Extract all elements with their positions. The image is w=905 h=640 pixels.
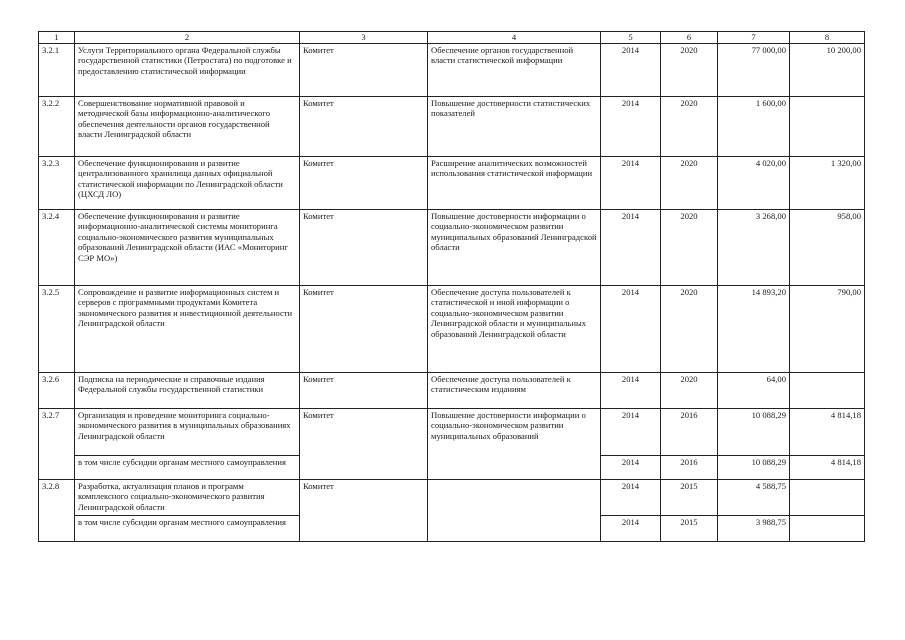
- item-number: 3.2.6: [39, 372, 75, 408]
- amount-total: 10 088,29: [718, 455, 790, 479]
- end-year: 2020: [661, 43, 718, 96]
- amount-total: 3 268,00: [718, 209, 790, 285]
- column-header: 7: [718, 32, 790, 44]
- column-header: 8: [790, 32, 865, 44]
- amount-total: 4 020,00: [718, 156, 790, 209]
- table-row: [39, 43, 865, 96]
- activity-name: Сопровождение и развитие информационных систем и серверов с программными продуктами Комитета экономического развития и инвестиционной деятельности Ленинградской области: [75, 285, 300, 372]
- executor: Комитет: [300, 209, 428, 285]
- amount-total: 1 600,00: [718, 96, 790, 156]
- activity-name: Услуги Территориального органа Федеральной службы государственной статистики (Петростата) по подготовке и предоставлению статистической информации: [75, 43, 300, 96]
- amount-col8: 790,00: [790, 285, 865, 372]
- program-activities-table: [38, 31, 865, 542]
- start-year: 2014: [601, 515, 661, 541]
- activity-name: Обеспечение функционирования и развитие информационно-аналитической системы мониторинга социально-экономического развития муниципальных образований Ленинградской области (ИАС «Мониторинг СЭР МО»): [75, 209, 300, 285]
- column-header: 1: [39, 32, 75, 44]
- activity-name: Совершенствование нормативной правовой и методической базы информационно-аналитического обеспечения деятельности органов государственной власти Ленинградской области: [75, 96, 300, 156]
- table-row: [39, 156, 865, 209]
- end-year: 2016: [661, 408, 718, 455]
- column-header: 6: [661, 32, 718, 44]
- amount-col8: 1 320,00: [790, 156, 865, 209]
- column-header: 5: [601, 32, 661, 44]
- end-year: 2015: [661, 479, 718, 515]
- end-year: 2020: [661, 372, 718, 408]
- end-year: 2020: [661, 209, 718, 285]
- amount-total: 64,00: [718, 372, 790, 408]
- table-row: [39, 96, 865, 156]
- amount-col8: [790, 372, 865, 408]
- amount-col8: [790, 479, 865, 515]
- table-row: [39, 285, 865, 372]
- amount-total: 14 893,20: [718, 285, 790, 372]
- executor: Комитет: [300, 408, 428, 479]
- executor: Комитет: [300, 43, 428, 96]
- column-header: 3: [300, 32, 428, 44]
- column-number-row: [39, 32, 865, 44]
- amount-col8: [790, 515, 865, 541]
- expected-result: Обеспечение доступа пользователей к статистическим изданиям: [428, 372, 601, 408]
- item-number: 3.2.2: [39, 96, 75, 156]
- executor: Комитет: [300, 479, 428, 541]
- table-row: [39, 209, 865, 285]
- amount-total: 77 000,00: [718, 43, 790, 96]
- amount-col8: 4 814,18: [790, 455, 865, 479]
- activity-name: Организация и проведение мониторинга социально-экономического развития в муниципальных образованиях Ленинградской области: [75, 408, 300, 455]
- start-year: 2014: [601, 43, 661, 96]
- amount-total: 3 988,75: [718, 515, 790, 541]
- item-number: 3.2.7: [39, 408, 75, 479]
- start-year: 2014: [601, 209, 661, 285]
- executor: Комитет: [300, 372, 428, 408]
- item-number: 3.2.4: [39, 209, 75, 285]
- executor: Комитет: [300, 156, 428, 209]
- item-number: 3.2.5: [39, 285, 75, 372]
- amount-col8: [790, 96, 865, 156]
- item-number: 3.2.8: [39, 479, 75, 541]
- expected-result: [428, 479, 601, 541]
- end-year: 2020: [661, 285, 718, 372]
- column-header: 2: [75, 32, 300, 44]
- expected-result: Обеспечение органов государственной власти статистической информации: [428, 43, 601, 96]
- expected-result: Расширение аналитических возможностей использования статистической информации: [428, 156, 601, 209]
- start-year: 2014: [601, 479, 661, 515]
- executor: Комитет: [300, 285, 428, 372]
- expected-result: Обеспечение доступа пользователей к статистической и иной информации о социально-экономическом развитии Ленинградской области и муниципальных образований Ленинградской области: [428, 285, 601, 372]
- expected-result: Повышение достоверности информации о социально-экономическом развитии муниципальных образований: [428, 408, 601, 479]
- subsidy-label: в том числе субсидии органам местного самоуправления: [75, 515, 300, 541]
- item-number: 3.2.1: [39, 43, 75, 96]
- amount-total: 4 588,75: [718, 479, 790, 515]
- start-year: 2014: [601, 408, 661, 455]
- start-year: 2014: [601, 96, 661, 156]
- amount-col8: 10 200,00: [790, 43, 865, 96]
- activity-name: Обеспечение функционирования и развитие централизованного хранилища данных официальной статистической информации по Ленинградской области (ЦХСД ЛО): [75, 156, 300, 209]
- subsidy-label: в том числе субсидии органам местного самоуправления: [75, 455, 300, 479]
- table-row: [39, 372, 865, 408]
- start-year: 2014: [601, 372, 661, 408]
- start-year: 2014: [601, 455, 661, 479]
- column-header: 4: [428, 32, 601, 44]
- amount-total: 10 088,29: [718, 408, 790, 455]
- table-row: [39, 479, 865, 515]
- end-year: 2020: [661, 156, 718, 209]
- activity-name: Подписка на периодические и справочные издания Федеральной службы государственной статистики: [75, 372, 300, 408]
- activity-name: Разработка, актуализация планов и программ комплексного социально-экономического развития Ленинградской области: [75, 479, 300, 515]
- expected-result: Повышение достоверности информации о социально-экономическом развитии муниципальных образований Ленинградской области: [428, 209, 601, 285]
- table-row: [39, 408, 865, 455]
- start-year: 2014: [601, 156, 661, 209]
- item-number: 3.2.3: [39, 156, 75, 209]
- amount-col8: 958,00: [790, 209, 865, 285]
- end-year: 2020: [661, 96, 718, 156]
- end-year: 2016: [661, 455, 718, 479]
- executor: Комитет: [300, 96, 428, 156]
- end-year: 2015: [661, 515, 718, 541]
- amount-col8: 4 814,18: [790, 408, 865, 455]
- expected-result: Повышение достоверности статистических показателей: [428, 96, 601, 156]
- start-year: 2014: [601, 285, 661, 372]
